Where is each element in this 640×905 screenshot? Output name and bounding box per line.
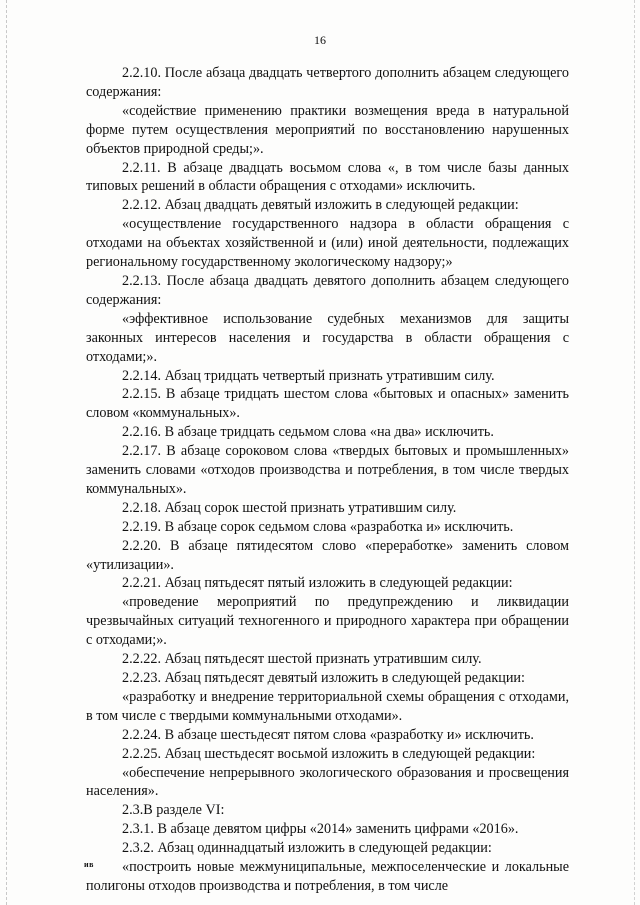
paragraph: 2.2.11. В абзаце двадцать восьмом слова «, в том числе базы данных типовых решений в области обращения с отходами» исключить. — [86, 159, 569, 195]
paragraph: 2.2.21. Абзац пятьдесят пятый изложить в следующей редакции: — [122, 575, 513, 592]
paragraph: «эффективное использование судебных механизмов для защиты законных интересов населения и государства в области обращения с отходами;». — [86, 310, 569, 365]
page-number: 16 — [314, 33, 326, 47]
paragraph: «осуществление государственного надзора в области обращения с отходами на объектах хозяйственной и (или) иной деятельности, подлежащих региональному государственному экологическому надзору;» — [86, 216, 569, 271]
scan-edge-right — [634, 0, 636, 905]
paragraph: 2.2.10. После абзаца двадцать четвертого дополнить абзацем следующего содержания: — [86, 65, 569, 100]
paragraph: 2.2.18. Абзац сорок шестой признать утратившим силу. — [122, 499, 457, 516]
paragraph: 2.2.15. В абзаце тридцать шестом слова «бытовых и опасных» заменить словом «коммунальных». — [86, 386, 569, 422]
scan-edge-left — [6, 0, 8, 905]
paragraph: 2.2.12. Абзац двадцать девятый изложить в следующей редакции: — [122, 197, 519, 214]
paragraph: «разработку и внедрение территориальной схемы обращения с отходами, в том числе с твердыми коммунальными отходами». — [86, 688, 569, 724]
paragraph: 2.2.14. Абзац тридцать четвертый признать утратившим силу. — [122, 367, 495, 384]
paragraph: 2.3.2. Абзац одиннадцатый изложить в следующей редакции: — [122, 840, 492, 857]
footer-mark: ив — [84, 860, 94, 869]
paragraph: «построить новые межмуниципальные, межпоселенческие и локальные полигоны отходов производства и потребления, в том числе — [86, 859, 569, 894]
paragraph: «проведение мероприятий по предупреждению и ликвидации чрезвычайных ситуаций техногенного и природного характера при обращении с отходами;». — [86, 594, 569, 649]
paragraph: 2.3.В разделе VI: — [122, 802, 225, 819]
paragraph: 2.2.23. Абзац пятьдесят девятый изложить в следующей редакции: — [122, 670, 525, 686]
paragraph: 2.2.19. В абзаце сорок седьмом слова «разработка и» исключить. — [122, 518, 514, 535]
paragraph: 2.2.16. В абзаце тридцать седьмом слова «на два» исключить. — [122, 424, 494, 441]
paragraph: 2.2.20. В абзаце пятидесятом слово «переработке» заменить словом «утилизации». — [86, 537, 569, 573]
paragraph: 2.2.22. Абзац пятьдесят шестой признать утратившим силу. — [122, 651, 482, 668]
paragraph: 2.2.13. После абзаца двадцать девятого дополнить абзацем следующего содержания: — [86, 272, 569, 308]
document-body — [86, 64, 569, 896]
paragraph: 2.2.25. Абзац шестьдесят восьмой изложить в следующей редакции: — [122, 745, 536, 762]
paragraph: 2.3.1. В абзаце девятом цифры «2014» заменить цифрами «2016». — [122, 821, 519, 838]
paragraph: 2.2.24. В абзаце шестьдесят пятом слова «разработку и» исключить. — [122, 726, 534, 743]
paragraph: «обеспечение непрерывного экологического образования и просвещения населения». — [86, 764, 569, 800]
paragraph: 2.2.17. В абзаце сороковом слова «твердых бытовых и промышленных» заменить словами «отходов производства и потребления, в том числе твердых коммунальных». — [86, 443, 569, 497]
paragraph: «содействие применению практики возмещения вреда в натуральной форме путем осуществления мероприятий по восстановлению нарушенных объектов природной среды;». — [86, 102, 569, 157]
